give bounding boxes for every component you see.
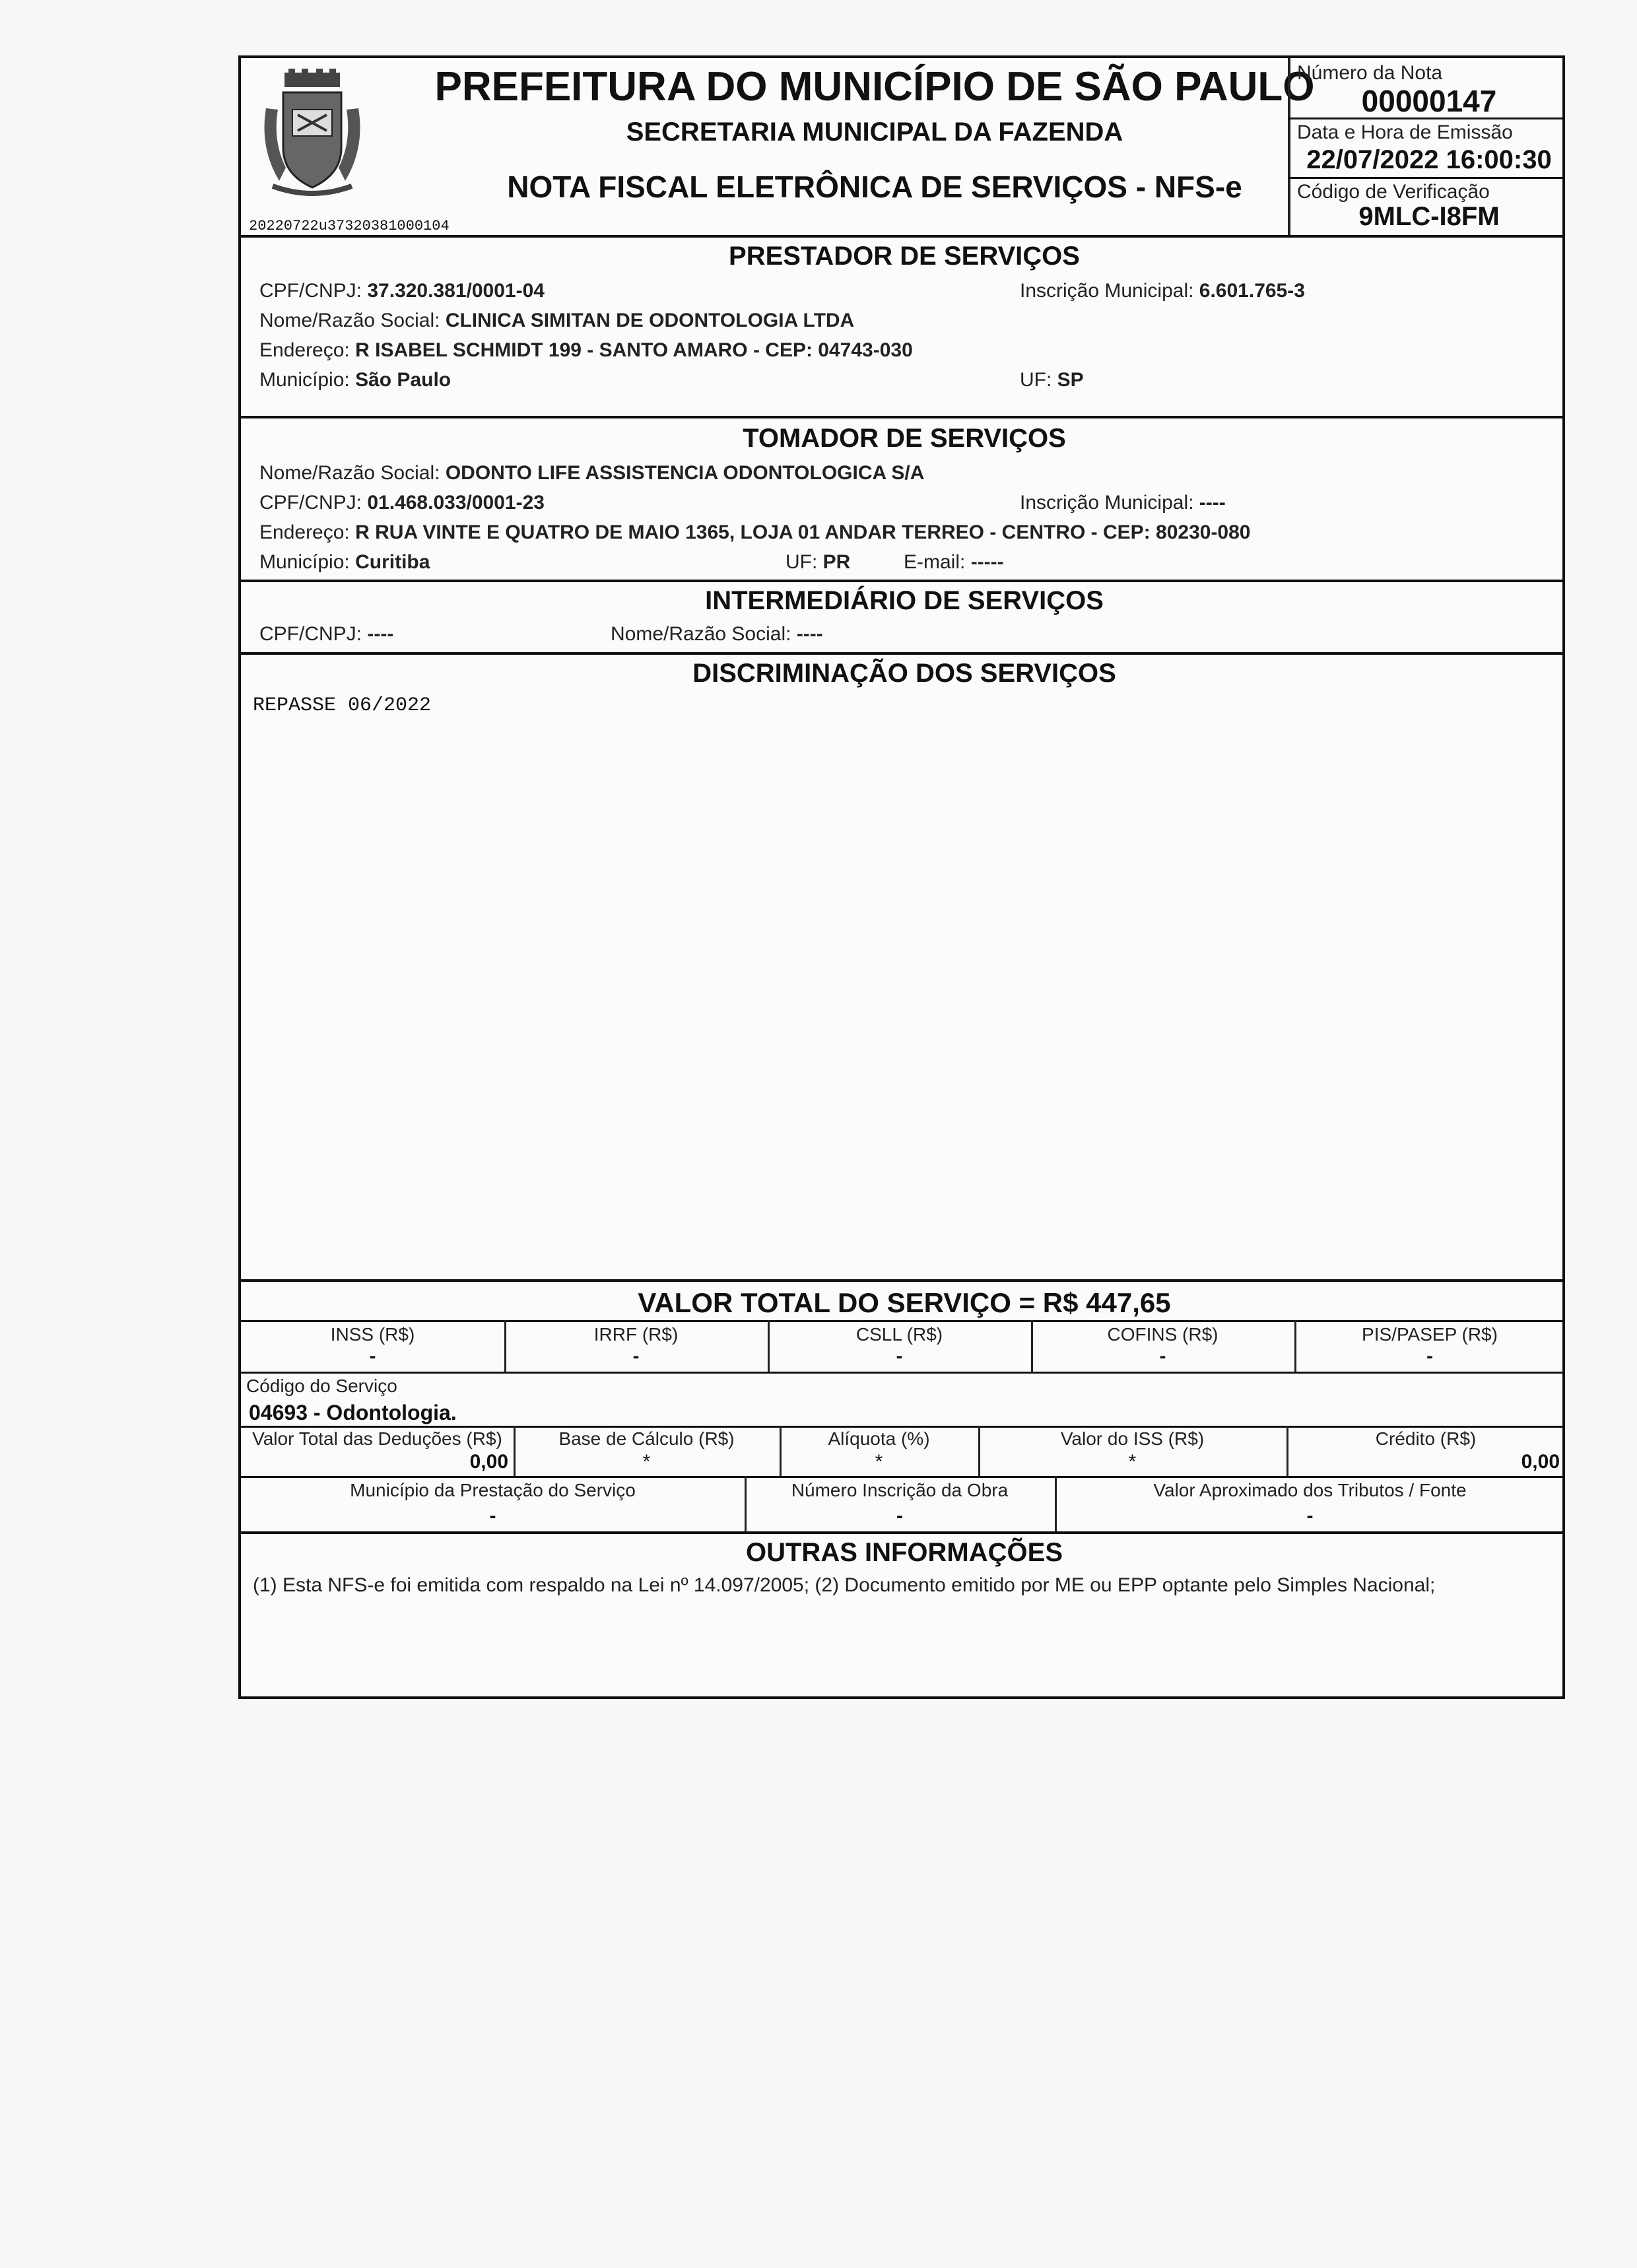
tributos-aprox-value: - xyxy=(1306,1505,1314,1527)
intermediario-title: INTERMEDIÁRIO DE SERVIÇOS xyxy=(705,586,1104,615)
tomador-endereco: Endereço: R RUA VINTE E QUATRO DE MAIO 1365, LOJA 01 ANDAR TERREO - CENTRO - CEP: 80230-080 xyxy=(259,521,1251,543)
numero-nota-value: 00000147 xyxy=(1361,84,1497,118)
prestador-nome: Nome/Razão Social: CLINICA SIMITAN DE ODONTOLOGIA LTDA xyxy=(259,310,855,331)
valor-total: VALOR TOTAL DO SERVIÇO = R$ 447,65 xyxy=(638,1287,1171,1318)
irrf-label: IRRF (R$) xyxy=(593,1324,679,1345)
outras-title: OUTRAS INFORMAÇÕES xyxy=(746,1538,1063,1567)
data-emissao-value: 22/07/2022 16:00:30 xyxy=(1306,145,1552,174)
codigo-servico-label: Código do Serviço xyxy=(246,1376,397,1396)
prestador-uf: UF: SP xyxy=(1020,369,1084,391)
numero-nota-label: Número da Nota xyxy=(1297,62,1443,84)
prestador-cnpj: CPF/CNPJ: 37.320.381/0001-04 xyxy=(259,280,545,302)
deducoes-value: 0,00 xyxy=(469,1451,508,1473)
deducoes-label: Valor Total das Deduções (R$) xyxy=(252,1428,502,1449)
outras-text: (1) Esta NFS-e foi emitida com respaldo na Lei nº 14.097/2005; (2) Documento emitido por ME ou EPP optante pelo Simples Nacional; xyxy=(253,1574,1436,1596)
discriminacao-text: REPASSE 06/2022 xyxy=(253,694,432,717)
inscricao-obra-value: - xyxy=(896,1505,903,1527)
discriminacao-title: DISCRIMINAÇÃO DOS SERVIÇOS xyxy=(692,659,1116,688)
csll-value: - xyxy=(896,1345,903,1367)
page-subtitle: SECRETARIA MUNICIPAL DA FAZENDA xyxy=(626,117,1123,147)
prestador-municipio: Município: São Paulo xyxy=(259,369,451,391)
pis-value: - xyxy=(1426,1345,1433,1367)
document-title: NOTA FISCAL ELETRÔNICA DE SERVIÇOS - NFS-e xyxy=(507,170,1242,204)
credito-value: 0,00 xyxy=(1521,1451,1560,1473)
credito-label: Crédito (R$) xyxy=(1375,1428,1477,1449)
cofins-value: - xyxy=(1159,1345,1166,1367)
tomador-uf: UF: PR xyxy=(785,551,851,573)
prestador-im: Inscrição Municipal: 6.601.765-3 xyxy=(1020,280,1305,302)
base-calculo-label: Base de Cálculo (R$) xyxy=(558,1428,735,1449)
tomador-title: TOMADOR DE SERVIÇOS xyxy=(743,424,1066,453)
codigo-verificacao-value: 9MLC-I8FM xyxy=(1358,202,1500,231)
municipio-prestacao-value: - xyxy=(489,1505,496,1527)
codigo-servico-value: 04693 - Odontologia. xyxy=(249,1401,457,1424)
nfse-document xyxy=(238,55,1565,1699)
tomador-email: E-mail: ----- xyxy=(904,551,1004,573)
tomador-im: Inscrição Municipal: ---- xyxy=(1020,492,1226,514)
intermediario-nome: Nome/Razão Social: ---- xyxy=(611,623,823,645)
valor-iss-label: Valor do ISS (R$) xyxy=(1060,1428,1205,1449)
tomador-cnpj: CPF/CNPJ: 01.468.033/0001-23 xyxy=(259,492,545,514)
municipio-prestacao-label: Município da Prestação do Serviço xyxy=(350,1480,636,1500)
intermediario-cnpj: CPF/CNPJ: ---- xyxy=(259,623,394,645)
crest-icon xyxy=(259,69,365,201)
tributos-aprox-label: Valor Aproximado dos Tributos / Fonte xyxy=(1153,1480,1467,1500)
cofins-label: COFINS (R$) xyxy=(1107,1324,1219,1345)
inscricao-obra-label: Número Inscrição da Obra xyxy=(791,1480,1009,1500)
inss-label: INSS (R$) xyxy=(330,1324,415,1345)
city-crest xyxy=(259,69,365,201)
prestador-title: PRESTADOR DE SERVIÇOS xyxy=(729,242,1080,271)
page-title: PREFEITURA DO MUNICÍPIO DE SÃO PAULO xyxy=(434,64,1315,110)
base-calculo-value: * xyxy=(642,1451,651,1473)
crest-code: 20220722u37320381000104 xyxy=(249,218,450,234)
aliquota-label: Alíquota (%) xyxy=(828,1428,930,1449)
codigo-verificacao-label: Código de Verificação xyxy=(1297,181,1490,203)
tomador-municipio: Município: Curitiba xyxy=(259,551,430,573)
valor-iss-value: * xyxy=(1128,1451,1137,1473)
inss-value: - xyxy=(369,1345,376,1367)
irrf-value: - xyxy=(632,1345,640,1367)
pis-label: PIS/PASEP (R$) xyxy=(1362,1324,1498,1345)
csll-label: CSLL (R$) xyxy=(855,1324,943,1345)
aliquota-value: * xyxy=(875,1451,883,1473)
data-emissao-label: Data e Hora de Emissão xyxy=(1297,121,1513,143)
tomador-nome: Nome/Razão Social: ODONTO LIFE ASSISTENCIA ODONTOLOGICA S/A xyxy=(259,462,925,484)
prestador-endereco: Endereço: R ISABEL SCHMIDT 199 - SANTO AMARO - CEP: 04743-030 xyxy=(259,339,913,361)
